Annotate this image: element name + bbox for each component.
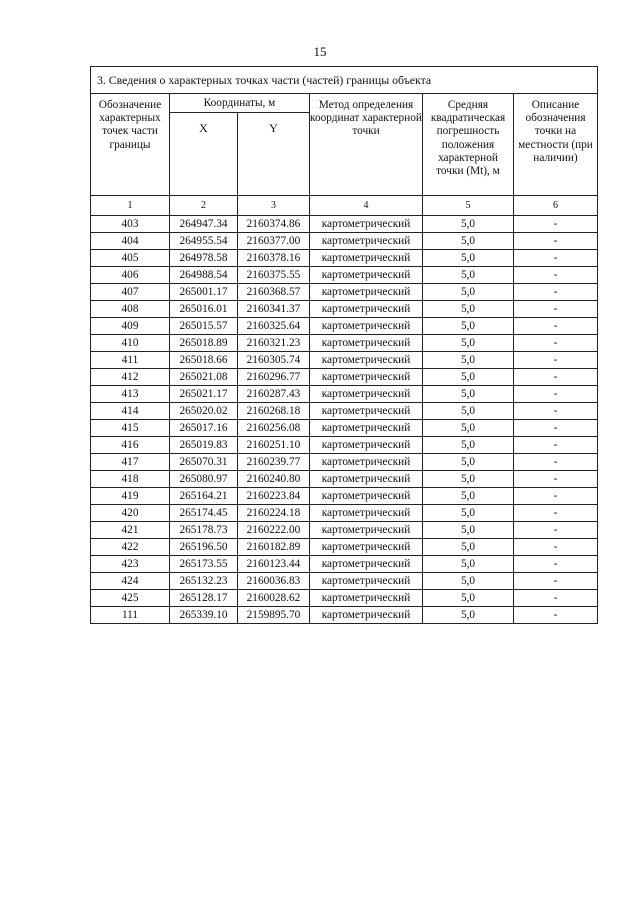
x-coordinate-cell: 265020.02 — [170, 403, 238, 420]
description-cell: - — [514, 590, 598, 607]
description-cell: - — [514, 505, 598, 522]
method-cell: картометрический — [310, 454, 423, 471]
table-row — [91, 556, 598, 573]
accuracy-cell: 5,0 — [423, 454, 514, 471]
description-cell: - — [514, 284, 598, 301]
y-coordinate-cell: 2160268.18 — [238, 403, 310, 420]
header-x: X — [170, 113, 238, 196]
accuracy-cell: 5,0 — [423, 233, 514, 250]
y-coordinate-cell: 2160239.77 — [238, 454, 310, 471]
description-cell: - — [514, 250, 598, 267]
x-coordinate-cell: 265164.21 — [170, 488, 238, 505]
x-coordinate-cell: 265021.08 — [170, 369, 238, 386]
column-number: 4 — [310, 196, 423, 216]
method-cell: картометрический — [310, 386, 423, 403]
method-cell: картометрический — [310, 352, 423, 369]
column-number: 6 — [514, 196, 598, 216]
x-coordinate-cell: 265017.16 — [170, 420, 238, 437]
accuracy-cell: 5,0 — [423, 352, 514, 369]
x-coordinate-cell: 265021.17 — [170, 386, 238, 403]
y-coordinate-cell: 2160222.00 — [238, 522, 310, 539]
point-number-cell: 418 — [91, 471, 170, 488]
x-coordinate-cell: 264947.34 — [170, 216, 238, 233]
y-coordinate-cell: 2160377.00 — [238, 233, 310, 250]
description-cell: - — [514, 318, 598, 335]
table-row — [91, 250, 598, 267]
header-y: Y — [238, 113, 310, 196]
description-cell: - — [514, 471, 598, 488]
x-coordinate-cell: 265196.50 — [170, 539, 238, 556]
table-row — [91, 471, 598, 488]
method-cell: картометрический — [310, 267, 423, 284]
y-coordinate-cell: 2160223.84 — [238, 488, 310, 505]
description-cell: - — [514, 369, 598, 386]
table-row — [91, 403, 598, 420]
method-cell: картометрический — [310, 522, 423, 539]
x-coordinate-cell: 265070.31 — [170, 454, 238, 471]
point-number-cell: 416 — [91, 437, 170, 454]
accuracy-cell: 5,0 — [423, 403, 514, 420]
description-cell: - — [514, 335, 598, 352]
method-cell: картометрический — [310, 369, 423, 386]
accuracy-cell: 5,0 — [423, 386, 514, 403]
accuracy-cell: 5,0 — [423, 216, 514, 233]
description-cell: - — [514, 386, 598, 403]
point-number-cell: 404 — [91, 233, 170, 250]
point-number-cell: 421 — [91, 522, 170, 539]
x-coordinate-cell: 265018.89 — [170, 335, 238, 352]
method-cell: картометрический — [310, 556, 423, 573]
table-row — [91, 352, 598, 369]
table-row — [91, 284, 598, 301]
y-coordinate-cell: 2160305.74 — [238, 352, 310, 369]
table-row — [91, 267, 598, 284]
point-number-cell: 410 — [91, 335, 170, 352]
column-number: 5 — [423, 196, 514, 216]
point-number-cell: 413 — [91, 386, 170, 403]
point-number-cell: 422 — [91, 539, 170, 556]
table-row — [91, 369, 598, 386]
point-number-cell: 415 — [91, 420, 170, 437]
table-row — [91, 386, 598, 403]
table-row — [91, 420, 598, 437]
y-coordinate-cell: 2160256.08 — [238, 420, 310, 437]
column-number: 3 — [238, 196, 310, 216]
x-coordinate-cell: 265080.97 — [170, 471, 238, 488]
description-cell: - — [514, 216, 598, 233]
method-cell: картометрический — [310, 318, 423, 335]
description-cell: - — [514, 437, 598, 454]
header-description: Описание обозначения точки на местности (при наличии) — [514, 94, 598, 196]
table-row — [91, 505, 598, 522]
accuracy-cell: 5,0 — [423, 420, 514, 437]
point-number-cell: 417 — [91, 454, 170, 471]
y-coordinate-cell: 2160036.83 — [238, 573, 310, 590]
description-cell: - — [514, 607, 598, 624]
x-coordinate-cell: 264955.54 — [170, 233, 238, 250]
y-coordinate-cell: 2160375.55 — [238, 267, 310, 284]
x-coordinate-cell: 265015.57 — [170, 318, 238, 335]
point-number-cell: 419 — [91, 488, 170, 505]
x-coordinate-cell: 265178.73 — [170, 522, 238, 539]
point-number-cell: 411 — [91, 352, 170, 369]
y-coordinate-cell: 2160251.10 — [238, 437, 310, 454]
y-coordinate-cell: 2160240.80 — [238, 471, 310, 488]
table-row — [91, 318, 598, 335]
y-coordinate-cell: 2160123.44 — [238, 556, 310, 573]
point-number-cell: 409 — [91, 318, 170, 335]
method-cell: картометрический — [310, 335, 423, 352]
y-coordinate-cell: 2160378.16 — [238, 250, 310, 267]
y-coordinate-cell: 2160028.62 — [238, 590, 310, 607]
x-coordinate-cell: 265019.83 — [170, 437, 238, 454]
method-cell: картометрический — [310, 250, 423, 267]
accuracy-cell: 5,0 — [423, 573, 514, 590]
point-number-cell: 420 — [91, 505, 170, 522]
point-number-cell: 414 — [91, 403, 170, 420]
method-cell: картометрический — [310, 420, 423, 437]
description-cell: - — [514, 301, 598, 318]
section-title-row — [91, 67, 598, 94]
method-cell: картометрический — [310, 573, 423, 590]
table-row — [91, 216, 598, 233]
y-coordinate-cell: 2160368.57 — [238, 284, 310, 301]
x-coordinate-cell: 265001.17 — [170, 284, 238, 301]
description-cell: - — [514, 267, 598, 284]
method-cell: картометрический — [310, 233, 423, 250]
accuracy-cell: 5,0 — [423, 318, 514, 335]
section-title: 3. Сведения о характерных точках части (частей) границы объекта — [91, 67, 598, 94]
method-cell: картометрический — [310, 301, 423, 318]
y-coordinate-cell: 2159895.70 — [238, 607, 310, 624]
method-cell: картометрический — [310, 216, 423, 233]
page-number: 15 — [313, 44, 327, 59]
accuracy-cell: 5,0 — [423, 505, 514, 522]
point-number-cell: 111 — [91, 607, 170, 624]
method-cell: картометрический — [310, 403, 423, 420]
header-point: Обозначение характерных точек части границы — [91, 94, 170, 196]
accuracy-cell: 5,0 — [423, 539, 514, 556]
description-cell: - — [514, 539, 598, 556]
point-number-cell: 423 — [91, 556, 170, 573]
x-coordinate-cell: 265018.66 — [170, 352, 238, 369]
method-cell: картометрический — [310, 539, 423, 556]
header-method: Метод определения координат характерной точки — [310, 94, 423, 196]
description-cell: - — [514, 573, 598, 590]
table-row — [91, 539, 598, 556]
description-cell: - — [514, 556, 598, 573]
table-row — [91, 335, 598, 352]
point-number-cell: 425 — [91, 590, 170, 607]
method-cell: картометрический — [310, 488, 423, 505]
table-row — [91, 522, 598, 539]
y-coordinate-cell: 2160325.64 — [238, 318, 310, 335]
accuracy-cell: 5,0 — [423, 522, 514, 539]
point-number-cell: 408 — [91, 301, 170, 318]
accuracy-cell: 5,0 — [423, 607, 514, 624]
x-coordinate-cell: 265016.01 — [170, 301, 238, 318]
x-coordinate-cell: 264978.58 — [170, 250, 238, 267]
description-cell: - — [514, 403, 598, 420]
y-coordinate-cell: 2160287.43 — [238, 386, 310, 403]
header-coordinates: Координаты, м — [170, 94, 310, 113]
accuracy-cell: 5,0 — [423, 488, 514, 505]
description-cell: - — [514, 352, 598, 369]
accuracy-cell: 5,0 — [423, 369, 514, 386]
column-number: 2 — [170, 196, 238, 216]
table-row — [91, 573, 598, 590]
y-coordinate-cell: 2160341.37 — [238, 301, 310, 318]
header-accuracy: Средняя квадратическая погрешность положения характерной точки (Mt), м — [423, 94, 514, 196]
accuracy-cell: 5,0 — [423, 437, 514, 454]
y-coordinate-cell: 2160224.18 — [238, 505, 310, 522]
table-row — [91, 233, 598, 250]
method-cell: картометрический — [310, 590, 423, 607]
description-cell: - — [514, 420, 598, 437]
point-number-cell: 406 — [91, 267, 170, 284]
method-cell: картометрический — [310, 284, 423, 301]
method-cell: картометрический — [310, 505, 423, 522]
x-coordinate-cell: 265174.45 — [170, 505, 238, 522]
accuracy-cell: 5,0 — [423, 301, 514, 318]
description-cell: - — [514, 454, 598, 471]
description-cell: - — [514, 233, 598, 250]
point-number-cell: 424 — [91, 573, 170, 590]
x-coordinate-cell: 264988.54 — [170, 267, 238, 284]
column-number-row — [91, 196, 598, 216]
table-row — [91, 454, 598, 471]
table-row — [91, 301, 598, 318]
accuracy-cell: 5,0 — [423, 556, 514, 573]
x-coordinate-cell: 265128.17 — [170, 590, 238, 607]
table-row — [91, 590, 598, 607]
x-coordinate-cell: 265173.55 — [170, 556, 238, 573]
description-cell: - — [514, 522, 598, 539]
header-row — [91, 94, 598, 113]
x-coordinate-cell: 265132.23 — [170, 573, 238, 590]
accuracy-cell: 5,0 — [423, 267, 514, 284]
accuracy-cell: 5,0 — [423, 471, 514, 488]
point-number-cell: 412 — [91, 369, 170, 386]
description-cell: - — [514, 488, 598, 505]
y-coordinate-cell: 2160374.86 — [238, 216, 310, 233]
accuracy-cell: 5,0 — [423, 590, 514, 607]
point-number-cell: 405 — [91, 250, 170, 267]
y-coordinate-cell: 2160296.77 — [238, 369, 310, 386]
table-row — [91, 488, 598, 505]
accuracy-cell: 5,0 — [423, 335, 514, 352]
table-row — [91, 437, 598, 454]
x-coordinate-cell: 265339.10 — [170, 607, 238, 624]
point-number-cell: 407 — [91, 284, 170, 301]
point-number-cell: 403 — [91, 216, 170, 233]
method-cell: картометрический — [310, 437, 423, 454]
accuracy-cell: 5,0 — [423, 284, 514, 301]
method-cell: картометрический — [310, 471, 423, 488]
y-coordinate-cell: 2160182.89 — [238, 539, 310, 556]
y-coordinate-cell: 2160321.23 — [238, 335, 310, 352]
table-row — [91, 607, 598, 624]
method-cell: картометрический — [310, 607, 423, 624]
accuracy-cell: 5,0 — [423, 250, 514, 267]
boundary-points-table — [90, 66, 598, 624]
column-number: 1 — [91, 196, 170, 216]
